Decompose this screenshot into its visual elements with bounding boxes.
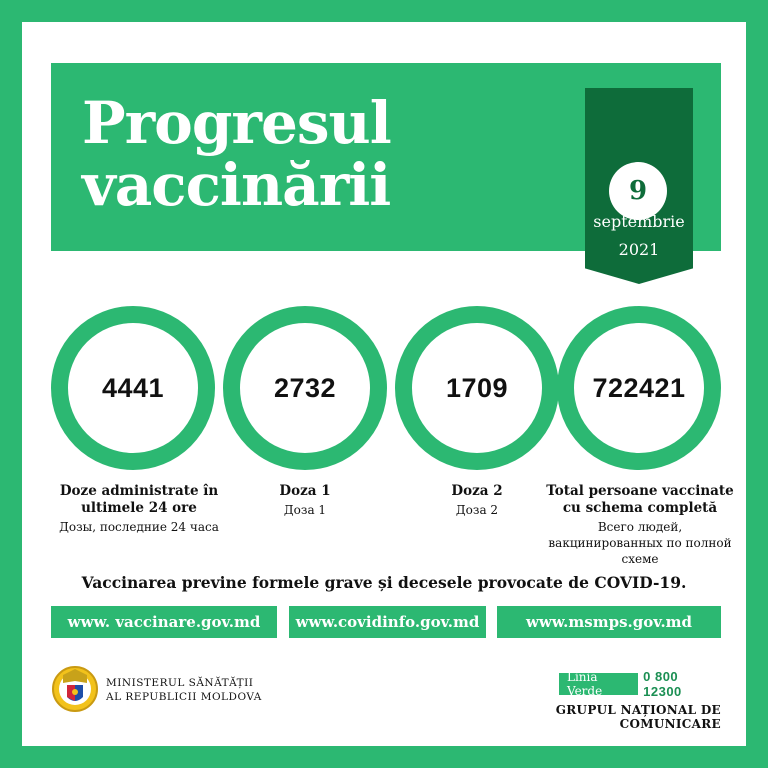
stat-ring-dose-1	[223, 306, 387, 470]
stat-ring-dose-2	[395, 306, 559, 470]
stat-label-ru: Всего людей, вакцинированных по полной схеме	[548, 520, 732, 566]
stat-ring-total-complete	[557, 306, 721, 470]
ministry-name	[106, 676, 262, 704]
link-covidinfo[interactable]: www.covidinfo.gov.md	[289, 606, 486, 638]
hotline-number[interactable]: 0 800 12300	[638, 668, 721, 700]
stat-value: 1709	[445, 372, 509, 403]
stat-label-dose-2	[395, 483, 559, 518]
ministry-line-2: AL REPUBLICII MOLDOVA	[106, 691, 262, 703]
stat-label-ro: Doza 2	[451, 483, 503, 499]
page-title	[82, 89, 502, 219]
slogan: Vaccinarea previne formele grave și decesele provocate de COVID-19.	[81, 573, 687, 592]
stat-label-ro: Doze administrate în ultimele 24 ore	[59, 483, 219, 516]
date-month: septembrie	[593, 212, 685, 231]
stat-label-total-complete	[540, 483, 740, 567]
date-day: 9	[609, 162, 667, 220]
stat-value: 722421	[592, 372, 686, 403]
title-line-1: Progresul	[82, 89, 391, 157]
stat-ring-doses-24h	[51, 306, 215, 470]
link-vaccinare[interactable]: www. vaccinare.gov.md	[51, 606, 277, 638]
stat-label-ro: Total persoane vaccinate cu schema completă	[546, 483, 734, 516]
stat-label-ro: Doza 1	[279, 483, 331, 499]
stat-label-doses-24h	[56, 483, 222, 535]
stat-label-dose-1	[223, 483, 387, 518]
hotline-label: Linia Verde	[567, 670, 603, 698]
hotline-box	[559, 669, 721, 699]
stat-label-ru: Дозы, последние 24 часа	[59, 520, 219, 534]
stat-value: 2732	[273, 372, 337, 403]
stat-label-ru: Доза 1	[283, 503, 327, 517]
stat-label-ru: Доза 2	[455, 503, 499, 517]
ministry-line-1: MINISTERUL SĂNĂTĂȚII	[106, 677, 254, 689]
moldova-coat-of-arms-icon	[51, 661, 99, 717]
title-line-2: vaccinării	[82, 151, 391, 219]
date-year: 2021	[618, 240, 660, 259]
stat-value: 4441	[101, 372, 165, 403]
link-msmps[interactable]: www.msmps.gov.md	[497, 606, 721, 638]
communication-group: GRUPUL NAȚIONAL DE COMUNICARE	[555, 703, 721, 731]
